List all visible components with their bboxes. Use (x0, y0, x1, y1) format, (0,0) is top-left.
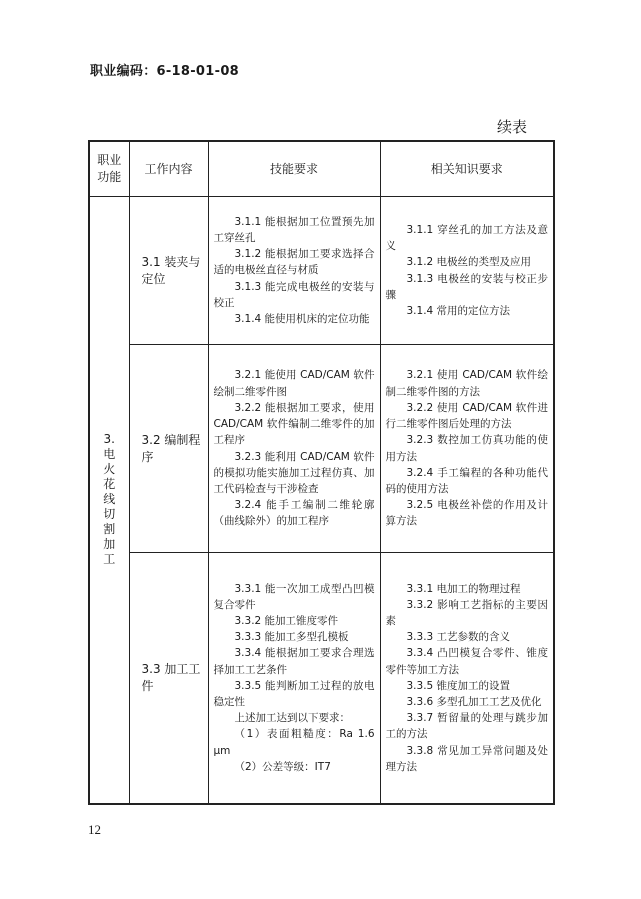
header-work: 工作内容 (129, 141, 208, 197)
table-row (89, 197, 554, 345)
continued-label: 续表 (497, 118, 528, 136)
work-content: 3.2 编制程序 (129, 345, 208, 553)
table-row (89, 345, 554, 553)
header-skills: 技能要求 (208, 141, 380, 197)
skills-table (88, 140, 555, 805)
table-header-row (89, 141, 554, 197)
work-content: 3.3 加工工件 (129, 553, 208, 804)
skills-cell: 3.2.1 能使用 CAD/CAM 软件绘制二维零件图 3.2.2 能根据加工要求，使用 CAD/CAM 软件编制二维零件的加工程序 3.2.3 能利用 CAD/CAM 软件的模拟功能实施加工过程仿真、加工代码检查与干涉检查 3.2.4 能手工编制二维轮廓（曲线除外）的加工程序 (208, 345, 380, 553)
knowledge-cell: 3.1.1 穿丝孔的加工方法及意义 3.1.2 电极丝的类型及应用 3.1.3 电极丝的安装与校正步骤 3.1.4 常用的定位方法 (380, 197, 554, 345)
header-function: 职业功能 (89, 141, 129, 197)
function-number: 3. (103, 432, 115, 447)
skills-cell: 3.1.1 能根据加工位置预先加工穿丝孔 3.1.2 能根据加工要求选择合适的电极丝直径与材质 3.1.3 能完成电极丝的安装与校正 3.1.4 能使用机床的定位功能 (208, 197, 380, 345)
knowledge-cell: 3.2.1 使用 CAD/CAM 软件绘制二维零件图的方法 3.2.2 使用 CAD/CAM 软件进行二维零件图后处理的方法 3.2.3 数控加工仿真功能的使用方法 3.2.4 手工编程的各种功能代码的使用方法 3.2.5 电极丝补偿的作用及计算方法 (380, 345, 554, 553)
work-content: 3.1 装夹与定位 (129, 197, 208, 345)
function-cell (89, 197, 129, 804)
skills-cell: 3.3.1 能一次加工成型凸凹模复合零件 3.3.2 能加工锥度零件 3.3.3 能加工多型孔模板 3.3.4 能根据加工要求合理选择加工工艺条件 3.3.5 能判断加工过程的放电稳定性 上述加工达到以下要求： （1）表面粗糙度：Ra 1.6 μm （2）公差等级：IT7 (208, 553, 380, 804)
occupation-code: 职业编码：6-18-01-08 (90, 64, 240, 79)
header-knowledge: 相关知识要求 (380, 141, 554, 197)
function-name: 电火花线切割加工 (103, 447, 116, 567)
page-number: 12 (88, 822, 101, 837)
knowledge-cell: 3.3.1 电加工的物理过程 3.3.2 影响工艺指标的主要因素 3.3.3 工艺参数的含义 3.3.4 凸凹模复合零件、锥度零件等加工方法 3.3.5 锥度加工的设置 3.3.6 多型孔加工工艺及优化 3.3.7 暂留量的处理与跳步加工的方法 3.3.8 常见加工异常问题及处理方法 (380, 553, 554, 804)
table-row (89, 553, 554, 804)
